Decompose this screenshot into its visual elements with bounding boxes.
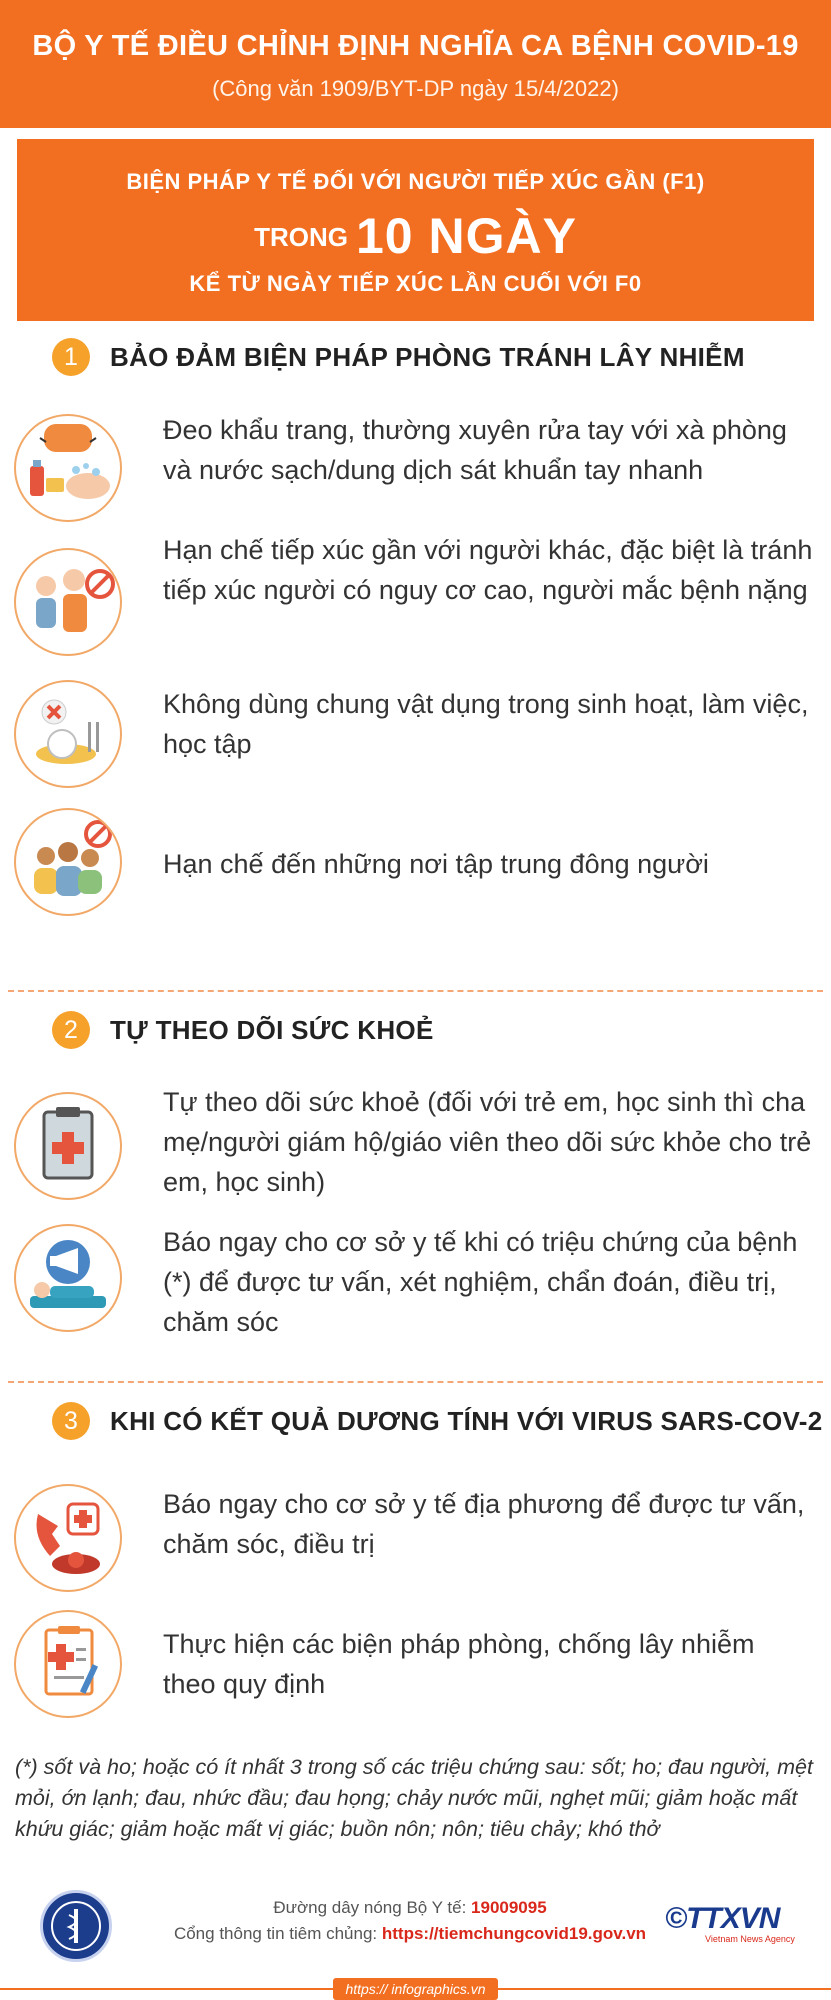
section-title: BẢO ĐẢM BIỆN PHÁP PHÒNG TRÁNH LÂY NHIỄM <box>110 341 745 372</box>
list-item-text: Đeo khẩu trang, thường xuyên rửa tay với xà phòng và nước sạch/dung dịch sát khuẩn tay nhanh <box>163 415 787 485</box>
ministry-of-health-logo <box>40 1890 112 1962</box>
section-number-badge: 3 <box>52 1402 90 1440</box>
ttxvn-logo-text: ©TTXVN <box>665 1902 780 1935</box>
ttxvn-logo <box>665 1902 815 1950</box>
no-contact-icon <box>14 548 122 656</box>
list-item-text: Không dùng chung vật dụng trong sinh hoạt, làm việc, học tập <box>163 689 809 759</box>
page-title: BỘ Y TẾ ĐIỀU CHỈNH ĐỊNH NGHĨA CA BỆNH COVID-19 <box>32 30 799 62</box>
website-link[interactable]: https:// infographics.vn <box>333 1978 498 2000</box>
hotline-label: Đường dây nóng Bộ Y tế: <box>273 1898 472 1917</box>
portal-label: Cổng thông tin tiêm chủng: <box>173 1924 382 1943</box>
portal-link[interactable]: https://tiemchungcovid19.gov.vn <box>381 1924 647 1943</box>
list-item-text: Thực hiện các biện pháp phòng, chống lây nhiễm theo quy định <box>163 1629 755 1699</box>
medical-phone-icon <box>14 1484 122 1592</box>
list-item-text: Hạn chế tiếp xúc gần với người khác, đặc biệt là tránh tiếp xúc người có nguy cơ cao, người mắc bệnh nặng <box>163 535 813 605</box>
report-symptoms-icon <box>14 1224 122 1332</box>
section-2-heading <box>52 1008 434 1052</box>
list-item-text: Hạn chế đến những nơi tập trung đông người <box>163 849 709 879</box>
section-number-badge: 2 <box>52 1011 90 1049</box>
section-title: KHI CÓ KẾT QUẢ DƯƠNG TÍNH VỚI VIRUS SARS-COV-2 <box>110 1405 823 1436</box>
section-3-heading <box>52 1399 822 1443</box>
section-divider <box>8 990 823 992</box>
no-crowd-icon <box>14 808 122 916</box>
banner-line-2-prefix: TRONG <box>254 222 348 252</box>
f1-measures-banner <box>17 139 814 321</box>
section-number-badge: 1 <box>52 338 90 376</box>
medical-clipboard-icon <box>14 1092 122 1200</box>
banner-line-1: BIỆN PHÁP Y TẾ ĐỐI VỚI NGƯỜI TIẾP XÚC GẦN (F1) <box>126 169 705 194</box>
list-item-text: Tự theo dõi sức khoẻ (đối với trẻ em, học sinh thì cha mẹ/người giám hộ/giáo viên theo dõi sức khỏe cho trẻ em, học sinh) <box>163 1087 812 1197</box>
section-divider <box>8 1381 823 1383</box>
banner-line-3: KỂ TỪ NGÀY TIẾP XÚC LẦN CUỐI VỚI F0 <box>189 271 642 296</box>
website-bar <box>0 1978 831 2000</box>
hotline-number[interactable]: 19009095 <box>471 1898 547 1917</box>
page-header <box>0 0 831 128</box>
no-shared-utensils-icon <box>14 680 122 788</box>
hotline-line <box>150 1898 670 1918</box>
page-subtitle: (Công văn 1909/BYT-DP ngày 15/4/2022) <box>212 76 619 101</box>
section-1-heading <box>52 335 745 379</box>
list-item-text: Báo ngay cho cơ sở y tế khi có triệu chứng của bệnh (*) để được tư vấn, xét nghiệm, chẩn đoán, điều trị, chăm sóc <box>163 1227 798 1337</box>
list-item-text: Báo ngay cho cơ sở y tế địa phương để được tư vấn, chăm sóc, điều trị <box>163 1489 805 1559</box>
ttxvn-logo-subtitle: Vietnam News Agency <box>705 1934 795 1944</box>
portal-line <box>150 1924 670 1944</box>
banner-line-2 <box>17 207 814 265</box>
medical-record-icon <box>14 1610 122 1718</box>
banner-duration: 10 NGÀY <box>355 208 577 264</box>
symptoms-footnote: (*) sốt và ho; hoặc có ít nhất 3 trong số các triệu chứng sau: sốt; ho; đau người, mệt mỏi, ớn lạnh; đau, nhức đầu; đau họng; chảy nước mũi, nghẹt mũi; giảm hoặc mất khứu giác; giảm hoặc mất vị giác; buồn nôn; nôn; tiêu chảy; khó thở <box>15 1755 813 1841</box>
mask-handwash-icon <box>14 414 122 522</box>
section-title: TỰ THEO DÕI SỨC KHOẺ <box>110 1014 434 1045</box>
